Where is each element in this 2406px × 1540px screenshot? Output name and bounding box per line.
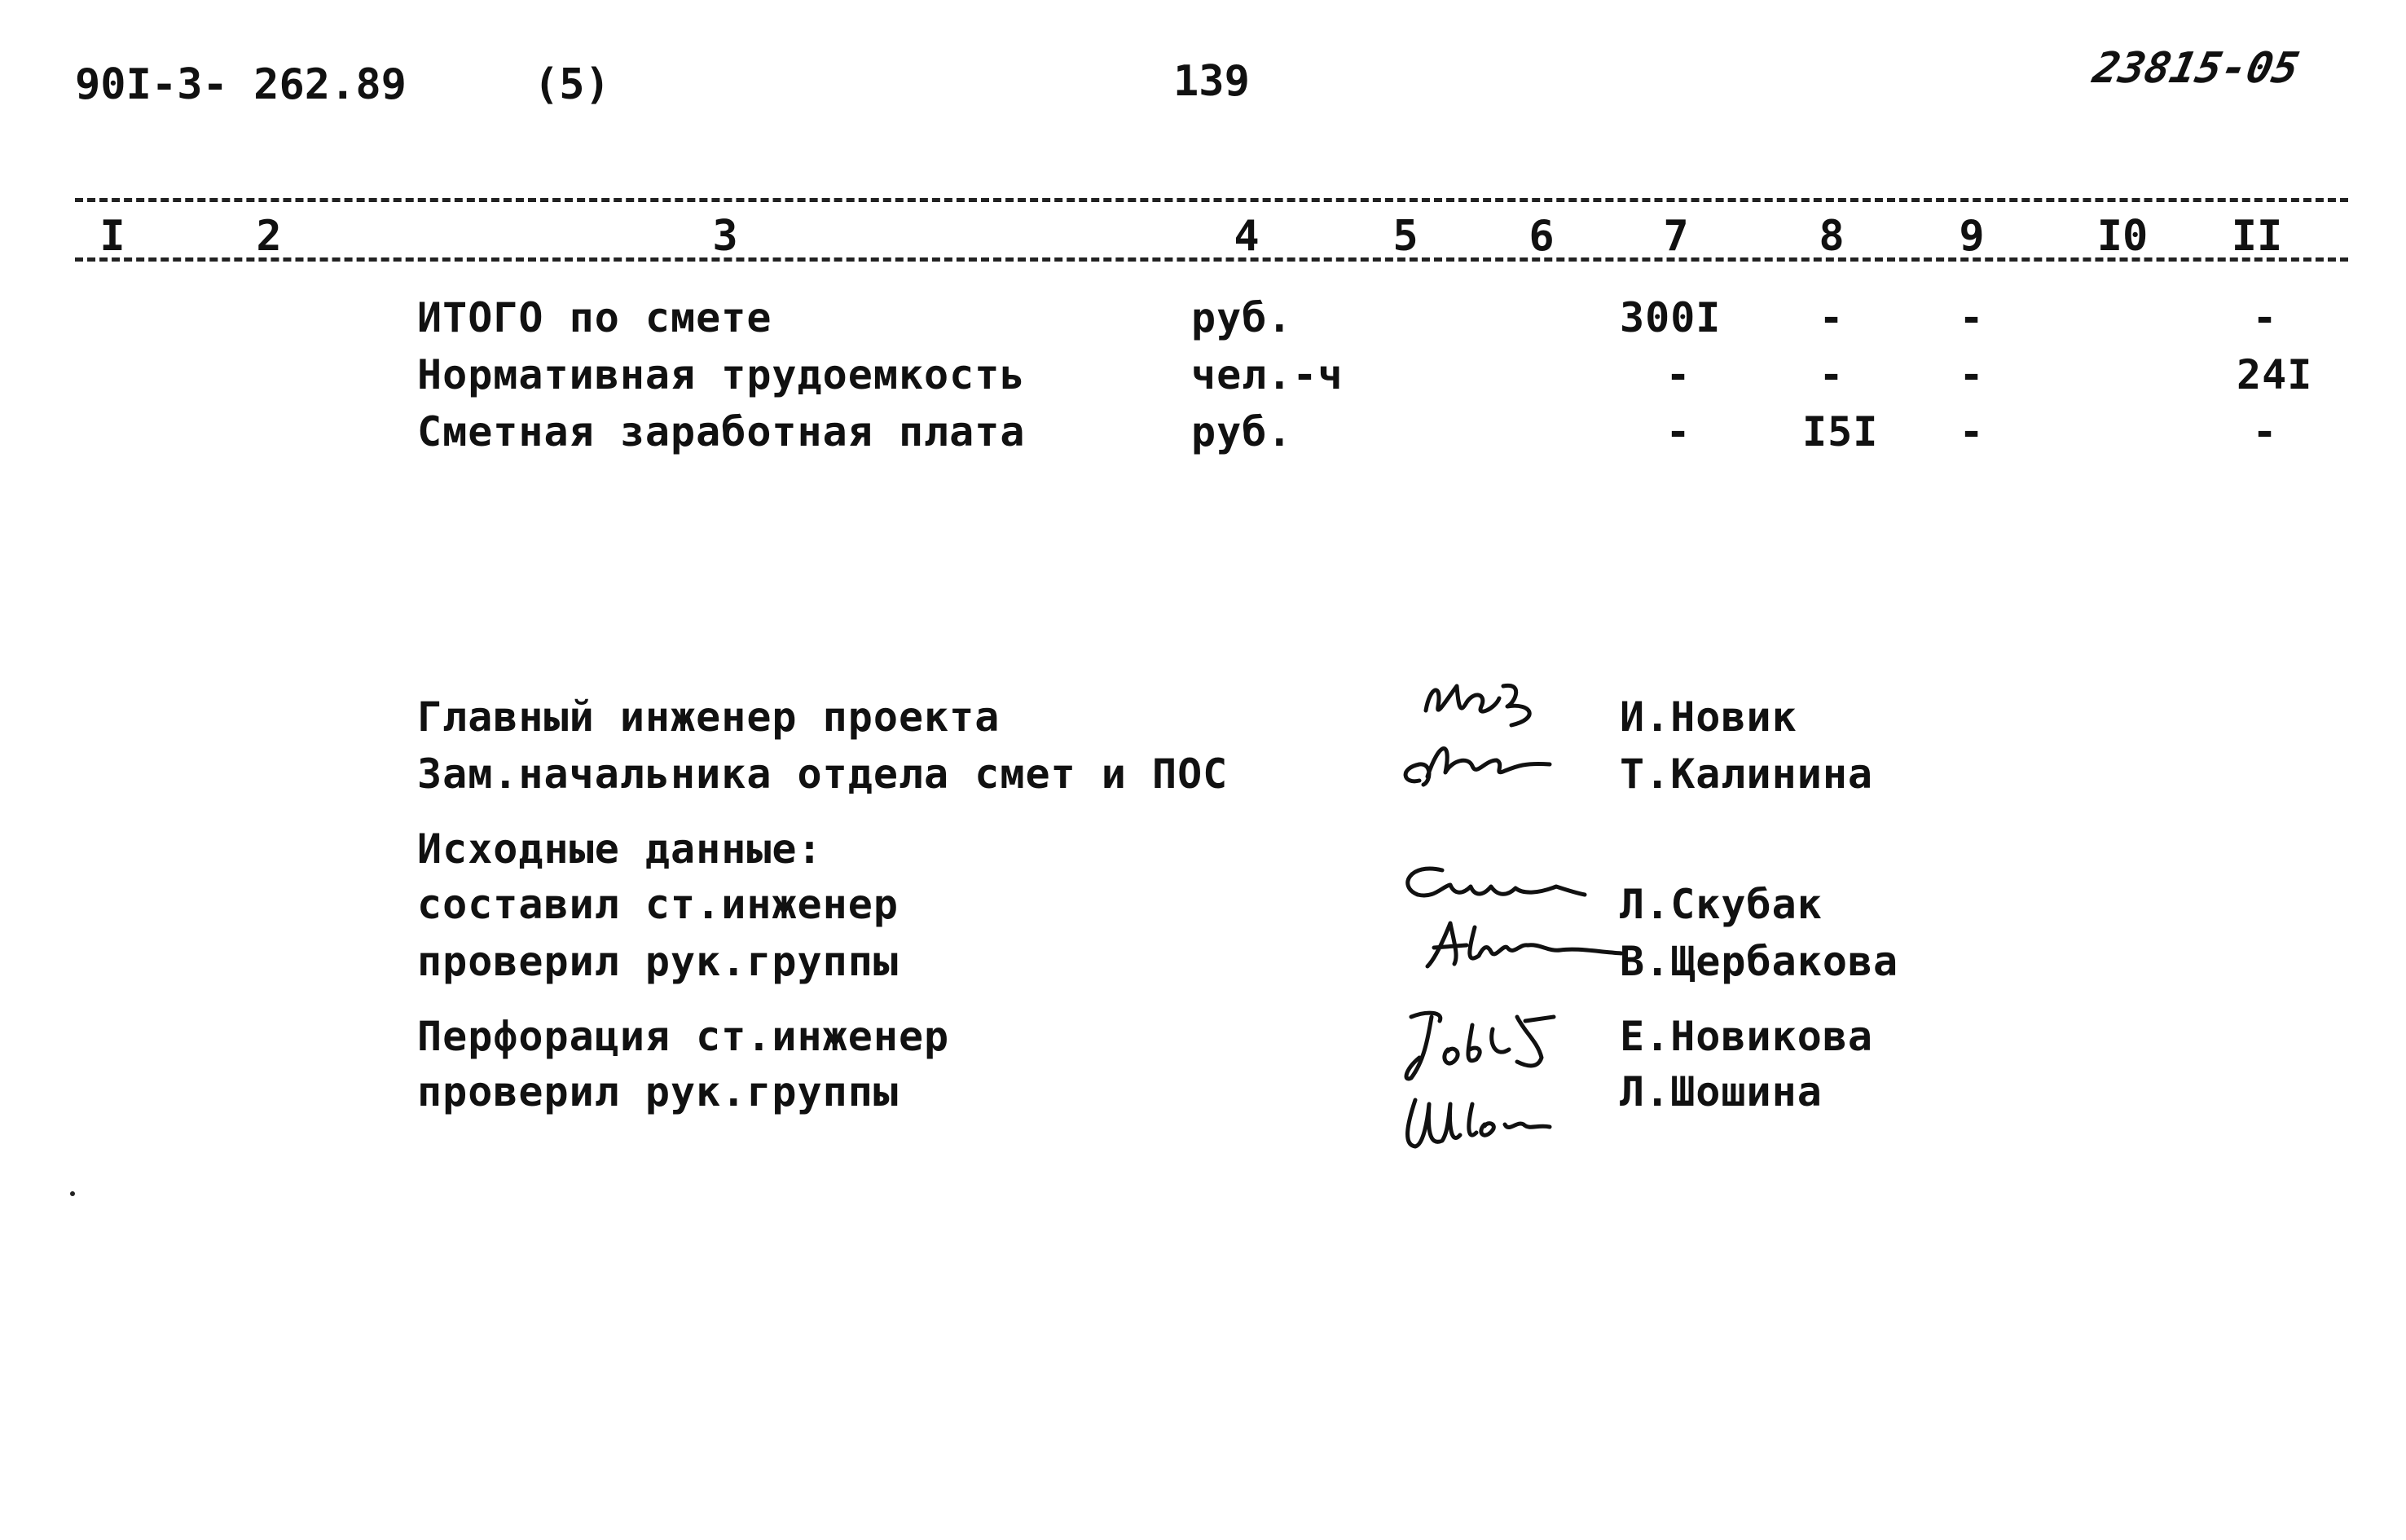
signer-role: составил ст.инженер [417, 881, 899, 928]
column-number: 8 [1819, 212, 1845, 261]
column-number: 3 [712, 212, 738, 261]
handwritten-signature [1395, 1001, 1558, 1090]
signer-name: Л.Скубак [1620, 881, 1823, 928]
archive-number: 23815-05 [2088, 44, 2303, 93]
signer-role: проверил рук.группы [417, 1068, 899, 1115]
row-col7: 300I [1620, 294, 1722, 341]
row-col7: - [1665, 408, 1691, 455]
handwritten-signature [1393, 854, 1589, 919]
handwritten-signature [1395, 1088, 1558, 1161]
table-bottom-rule [75, 257, 2348, 262]
row-name: Сметная заработная плата [417, 408, 1026, 455]
row-col9: - [1959, 351, 1985, 398]
row-unit: руб. [1191, 408, 1293, 455]
source-data-heading: Исходные данные: [417, 825, 823, 873]
column-number: 7 [1663, 212, 1689, 261]
sheet-part: (5) [534, 60, 610, 109]
column-number: 6 [1528, 212, 1555, 261]
signer-name: Е.Новикова [1620, 1013, 1874, 1060]
signer-name: Л.Шошина [1620, 1068, 1823, 1115]
column-number: I0 [2096, 212, 2149, 261]
row-col9: - [1959, 408, 1985, 455]
row-col11: 24I [2237, 351, 2313, 398]
row-unit: руб. [1191, 294, 1293, 341]
row-col11: - [2252, 294, 2278, 341]
column-number: I [99, 212, 125, 261]
document-code: 90I-3- 262.89 [75, 60, 407, 109]
signer-name: Т.Калинина [1620, 750, 1874, 798]
row-col7: - [1665, 351, 1691, 398]
signer-name: И.Новик [1620, 693, 1797, 741]
row-col8: - [1819, 351, 1845, 398]
row-col9: - [1959, 294, 1985, 341]
column-number: 2 [256, 212, 282, 261]
signer-role: Зам.начальника отдела смет и ПОС [417, 750, 1229, 798]
row-col8: I5I [1802, 408, 1879, 455]
signer-name: В.Щербакова [1620, 938, 1899, 985]
table-top-rule [75, 198, 2348, 202]
column-number: 4 [1234, 212, 1260, 261]
row-name: ИТОГО по смете [417, 294, 772, 341]
page-number: 139 [1173, 57, 1250, 106]
signer-role: проверил рук.группы [417, 938, 899, 985]
handwritten-signature [1418, 670, 1556, 735]
row-unit: чел.-ч [1191, 351, 1344, 398]
row-name: Нормативная трудоемкость [417, 351, 1026, 398]
column-number: 9 [1959, 212, 1985, 261]
scan-speck [70, 1191, 75, 1196]
row-col11: - [2252, 408, 2278, 455]
signer-role: Главный инженер проекта [417, 693, 1001, 741]
signer-role: Перфорация ст.инженер [417, 1013, 950, 1060]
column-number: 5 [1392, 212, 1419, 261]
column-number: II [2231, 212, 2283, 261]
row-col8: - [1819, 294, 1845, 341]
handwritten-signature [1418, 911, 1630, 976]
handwritten-signature [1395, 732, 1558, 797]
